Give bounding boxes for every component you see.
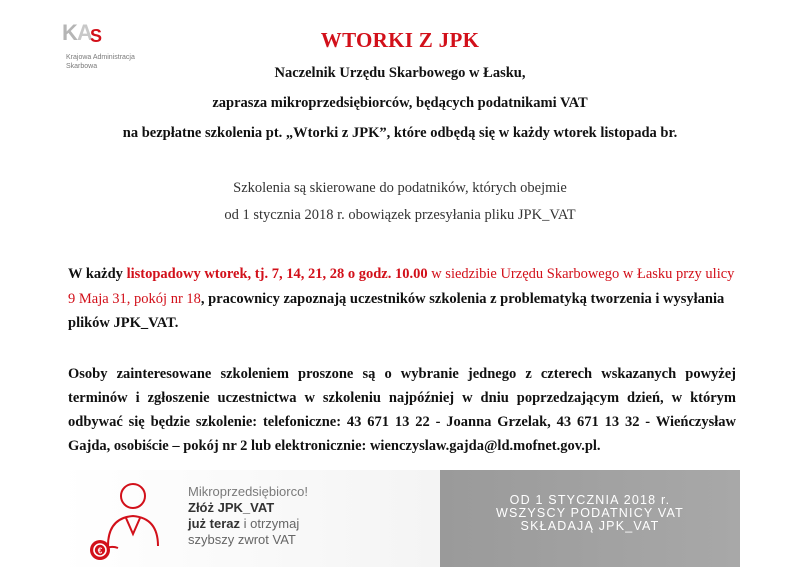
svg-text:K: K — [62, 20, 78, 45]
page-title: WTORKI Z JPK — [320, 28, 480, 52]
banner-line-2: Złóż JPK_VAT — [188, 500, 275, 515]
banner-line-4: szybszy zwrot VAT — [188, 532, 296, 547]
banner-line-3-rest: i otrzymaj — [240, 516, 300, 531]
svg-text:€: € — [97, 546, 103, 556]
businessperson-icon — [78, 474, 188, 564]
banner-left-panel — [60, 470, 440, 567]
intro-line-1: Naczelnik Urzędu Skarbowego w Łasku, — [274, 65, 526, 81]
banner-line-1: Mikroprzedsiębiorco! — [188, 484, 308, 499]
banner-right-line-1: OD 1 STYCZNIA 2018 r. — [509, 493, 671, 507]
banner-message — [188, 484, 308, 548]
banner-line-3-bold: już teraz — [188, 516, 241, 531]
banner-right-panel — [440, 470, 740, 567]
intro-line-3: na bezpłatne szkolenia pt. „Wtorki z JPK”, które odbędą się w każdy wtorek listopada br. — [122, 125, 678, 141]
banner-line-3 — [188, 516, 308, 532]
contact-paragraph: Osoby zainteresowane szkoleniem proszone są o wybranie jednego z czterech wskazanych powyżej terminów i zgłoszenie uczestnictwa w szkoleniu najpóźniej w dniu poprzedzającym dzień, w którym odbywać się będzie szkolenie: telefoniczne: 43 671 13 22 - Joanna Grzelak, 43 671 13 32 - Wieńczysław Gajda, osobiście – pokój nr 2 lub elektronicznie: wienczyslaw.gajda@ld.mofnet.gov.pl. — [68, 366, 736, 454]
intro-line-2: zaprasza mikroprzedsiębiorców, będących podatnikami VAT — [212, 95, 588, 111]
schedule-dates-highlight: listopadowy wtorek, tj. 7, 14, 21, 28 o godz. 10.00 — [126, 266, 428, 282]
logo-text-line1: Krajowa Administracja — [66, 54, 135, 61]
promo-banner — [60, 470, 740, 567]
schedule-paragraph — [68, 262, 736, 336]
target-line-1: Szkolenia są skierowane do podatników, których obejmie — [233, 180, 567, 196]
schedule-location-highlight: w siedzibie Urzędu Skarbowego w Łasku przy ulicy 9 Maja 31, pokój nr 18 — [68, 266, 735, 307]
banner-deadline-text — [440, 494, 740, 533]
schedule-prefix: W każdy — [68, 266, 127, 282]
banner-right-line-3: SKŁADAJĄ JPK_VAT — [520, 519, 660, 533]
svg-text:S: S — [90, 26, 102, 46]
logo-text-line2: Skarbowa — [66, 63, 98, 70]
target-line-2: od 1 stycznia 2018 r. obowiązek przesyłania pliku JPK_VAT — [224, 207, 576, 223]
banner-right-line-2: WSZYSCY PODATNICY VAT — [496, 506, 684, 520]
svg-text:A: A — [77, 20, 93, 45]
schedule-suffix: , pracownicy zapoznają uczestników szkolenia z problematyką tworzenia i wysyłania plików JPK_VAT. — [68, 290, 725, 331]
